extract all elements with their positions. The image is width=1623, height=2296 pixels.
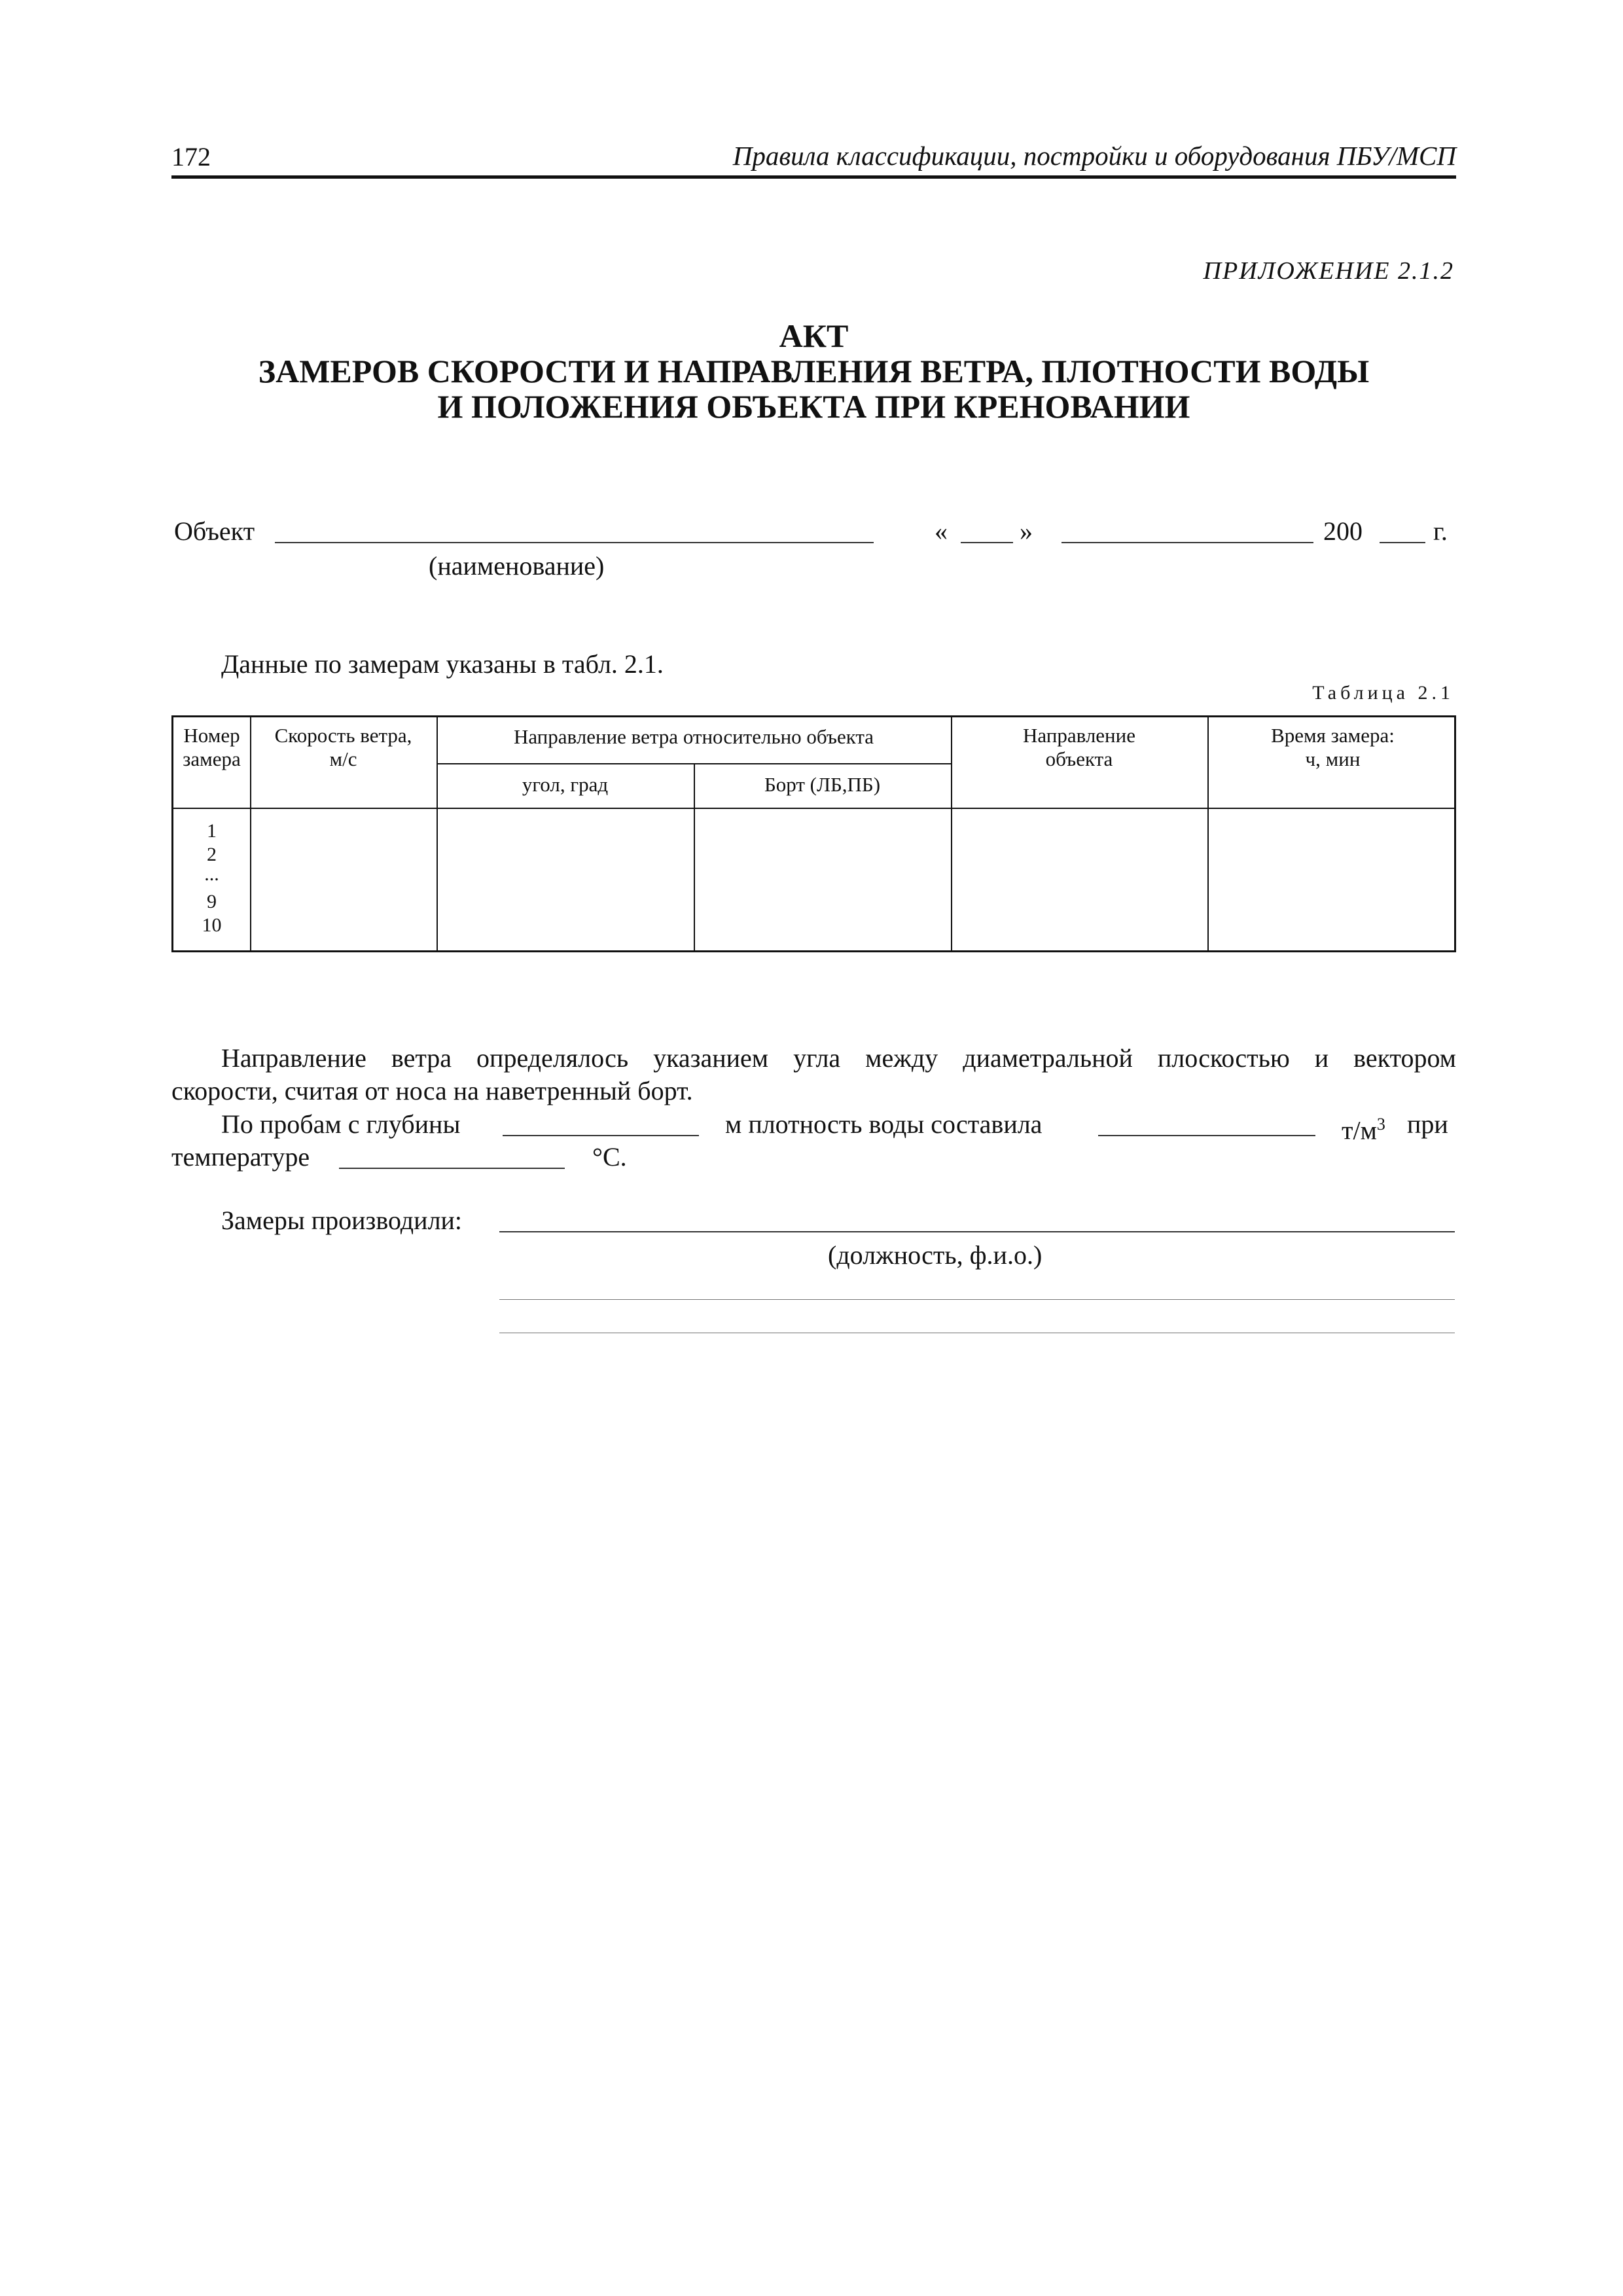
header-object-direction: Направление объекта [1023, 724, 1135, 770]
table-header-divider [173, 808, 1454, 809]
temperature-label: температуре [171, 1142, 310, 1172]
measurers-label: Замеры производили: [221, 1206, 463, 1235]
density-text-2: м плотность воды составила [725, 1109, 1043, 1139]
date-day-field[interactable] [961, 542, 1013, 543]
header-number: Номер замера [183, 724, 241, 770]
depth-field[interactable] [503, 1135, 699, 1136]
object-label: Объект [174, 516, 255, 546]
temperature-unit: °С. [592, 1142, 627, 1172]
paragraph-wind-line-2: скорости, считая от носа на наветренный борт. [171, 1076, 693, 1105]
density-text-1: По пробам с глубины [221, 1109, 461, 1139]
date-year-prefix: 200 [1323, 516, 1363, 546]
table-col-divider [437, 717, 438, 950]
header-angle: угол, град [522, 773, 609, 796]
intro-text: Данные по замерам указаны в табл. 2.1. [221, 649, 664, 679]
measurers-hint: (должность, ф.и.о.) [828, 1240, 1043, 1270]
page-number: 172 [171, 142, 211, 171]
density-text-3: при [1407, 1109, 1448, 1139]
table-caption: Таблица 2.1 [1312, 682, 1454, 704]
appendix-label: ПРИЛОЖЕНИЕ 2.1.2 [1203, 257, 1454, 285]
header-wind-speed: Скорость ветра, м/с [274, 724, 412, 770]
object-name-hint: (наименование) [429, 551, 605, 581]
header-wind-direction: Направление ветра относительно объекта [513, 725, 874, 748]
table-subheader-divider [437, 763, 951, 764]
measurer-field-2[interactable] [499, 1299, 1455, 1300]
row-number: ... [204, 863, 219, 885]
date-year-field[interactable] [1380, 542, 1425, 543]
paragraph-wind-line-1: Направление ветра определялось указанием угла между диаметральной плоскостью и вектором [221, 1043, 1456, 1073]
document-title: АКТ [779, 317, 849, 354]
header-rule [171, 175, 1456, 179]
running-title: Правила классификации, постройки и оборудования ПБУ/МСП [732, 141, 1456, 171]
measurements-table [171, 715, 1456, 952]
date-quote-close: » [1020, 516, 1033, 546]
header-side: Борт (ЛБ,ПБ) [764, 773, 881, 796]
density-field[interactable] [1098, 1135, 1315, 1136]
date-year-suffix: г. [1433, 516, 1448, 546]
temperature-field[interactable] [339, 1168, 565, 1169]
density-unit: $т/м^3$ [1342, 1115, 1385, 1145]
row-number: 9 [207, 891, 217, 912]
date-month-field[interactable] [1061, 542, 1313, 543]
document-subtitle-line-1: ЗАМЕРОВ СКОРОСТИ И НАПРАВЛЕНИЯ ВЕТРА, ПЛОТНОСТИ ВОДЫ [258, 353, 1370, 389]
date-quote-open: « [935, 516, 948, 546]
object-name-field[interactable] [275, 542, 874, 543]
measurer-field-1[interactable] [499, 1231, 1455, 1232]
row-number: 10 [202, 914, 222, 936]
header-measure-time: Время замера: ч, мин [1271, 724, 1395, 770]
row-number: 1 [207, 820, 217, 842]
document-subtitle-line-2: И ПОЛОЖЕНИЯ ОБЪЕКТА ПРИ КРЕНОВАНИИ [437, 388, 1190, 425]
row-number: 2 [207, 844, 217, 865]
